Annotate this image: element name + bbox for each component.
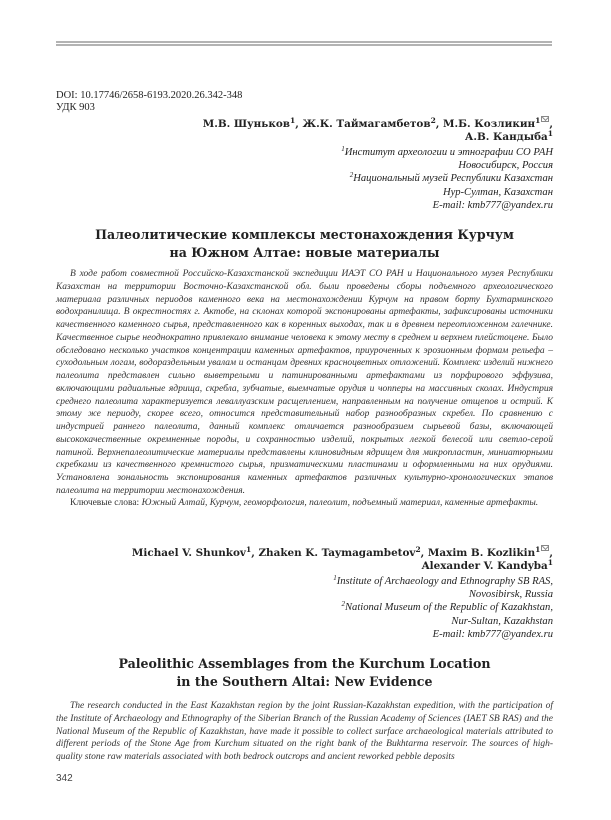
doi: DOI: 10.17746/2658-6193.2020.26.342-348: [56, 90, 243, 101]
affiliation-line: $^1$Institute of Archaeology and Ethnography SB RAS,: [333, 574, 553, 587]
header-rule-top: [56, 41, 552, 43]
page-number: 342: [56, 773, 73, 784]
author-affil-mark: 2: [415, 545, 421, 554]
author-affil-mark: 1: [547, 558, 553, 567]
ru-authors-line1: М.В. Шуньков$^1$, Ж.К. Таймагамбетов$^2$, М.Б. Козликин$^1$ ,: [202, 116, 553, 130]
affiliation-line: Нур-Султан, Казахстан: [442, 186, 553, 198]
udk: УДК 903: [56, 102, 95, 113]
envelope-icon: [541, 545, 549, 551]
author-name: Ж.К. Таймагамбетов: [302, 118, 431, 130]
author-affil-mark: 1: [535, 545, 541, 554]
ru-authors: [56, 116, 553, 144]
affiliation-line: Nur-Sultan, Kazakhstan: [451, 615, 553, 627]
author-affil-mark: 2: [430, 116, 436, 125]
author-name: Zhaken K. Taymagambetov: [258, 547, 416, 559]
author-affil-mark: 1: [289, 116, 296, 125]
en-title: Paleolithic Assemblages from the Kurchum Location in the Southern Altai: New Evidence: [118, 656, 491, 689]
keywords-label: Ключевые слова:: [70, 498, 142, 508]
author-affil-mark: 1: [547, 129, 553, 138]
email-line: [56, 199, 553, 212]
email-link[interactable]: E-mail: kmb777@yandex.ru: [432, 628, 553, 640]
author-name: Michael V. Shunkov: [131, 547, 246, 559]
ru-abstract: В ходе работ совместной Российско-Казахстанской экспедиции ИАЭТ СО РАН и Национального музея Республики Казахстан на территории Восточно-Казахстанской обл. были проведены сборы подъемного археологического материала различных периодов каменного века на местонахождении Курчум на правом борту Бухтарминского водохранилища. В окрестностях г. Актобе, на склонах которой экспонированы артефакты, зафиксированы источники качественного каменного сырья, представленного как в коренных выходах, так и в древнем переотложенном галечнике. Качественное сырье неоднократно привлекало внимание человека к этому месту в среднем и верхнем плейстоцене. Было обследовано несколько участков концентрации каменных артефактов, приуроченных к эрозионным формам рельефа – суходольным логам, водораздельным увалам и останцам древних красноцветных отложений. Комплекс изделий нижнего палеолита представлен сильно выветрелыми и патинированными артефактами из порфирового эффузива, включающими радиальные ядрища, скребла, зубчатые, выемчатые орудия и чопперы на массивных сколах. Индустрия среднего палеолита характеризуется леваллуазским расщеплением, направленным на получение отщепов и острий. К этому же периоду, скорее всего, относится представительный набор разнообразных скребел. По сравнению с индустрией раннего палеолита, данный комплекс отличается разнообразием сырьевой базы, включающей высококачественные окремненные породы, и сохранностью изделий, покрытых легкой белесой или светло-серой патиной. Верхнепалеолитические материалы представлены клиновидным ядрищем для микропластин, миниатюрными скребками из качественного кремнистого сырья, призматическими пластинами и оформленными на них орудиями. Установлена зональность экспонирования каменных артефактов различных культурно-хронологических этапов палеолита на территории местонахождения.: [56, 269, 553, 496]
author-name: Alexander V. Kandyba: [421, 560, 548, 572]
keywords-list: Южный Алтай, Курчум, геоморфология, палеолит, подъемный материал, каменные артефакты.: [141, 498, 539, 508]
author-name: М.Б. Козликин: [443, 118, 536, 130]
author-name: М.В. Шуньков: [202, 118, 290, 130]
affiliation-line: Novosibirsk, Russia: [468, 589, 553, 601]
affiliation-line: $^2$Национальный музей Республики Казахстан: [349, 171, 553, 185]
author-name: А.В. Кандыба: [464, 131, 548, 143]
ru-title: Палеолитические комплексы местонахождения Курчум на Южном Алтае: новые материалы: [95, 227, 514, 260]
ru-keywords: [56, 497, 553, 510]
header-rule-bottom: [56, 44, 552, 46]
affiliation-line: $^1$Институт археологии и этнографии СО РАН: [341, 145, 553, 158]
author-affil-mark: 1: [535, 116, 541, 125]
article-meta: [56, 90, 553, 114]
email-link[interactable]: E-mail: kmb777@yandex.ru: [432, 199, 553, 211]
ru-authors-line2: [56, 131, 553, 144]
email-line: [56, 628, 553, 641]
en-affiliations: [56, 575, 553, 641]
en-abstract: The research conducted in the East Kazakhstan region by the joint Russian-Kazakhstan expedition, with the participation of the Institute of Archaeology and Ethnography of the Siberian Branch of the Russian Academy of Sciences (IAET SB RAS) and the National Museum of the Republic of Kazakhstan, have made it possible to collect surface archaeological materials attributed to different periods of the Stone Age from Kurchum situated on the right bank of the Bukhtarma reservoir. The sources of high-quality stone raw materials associated with both bedrock outcrops and ancient reworked pebble deposits: [56, 701, 553, 762]
envelope-icon: [541, 116, 549, 122]
en-authors-line2: [56, 560, 553, 573]
en-authors: [56, 545, 553, 573]
author-affil-mark: 1: [245, 545, 252, 554]
affiliation-line: Новосибирск, Россия: [458, 160, 553, 172]
ru-affiliations: [56, 146, 553, 212]
author-name: Maxim B. Kozlikin: [427, 547, 536, 559]
affiliation-line: $^2$National Museum of the Republic of Kazakhstan,: [341, 600, 553, 614]
en-authors-line1: Michael V. Shunkov$^1$, Zhaken K. Taymagambetov$^2$, Maxim B. Kozlikin$^1$ ,: [131, 545, 553, 559]
